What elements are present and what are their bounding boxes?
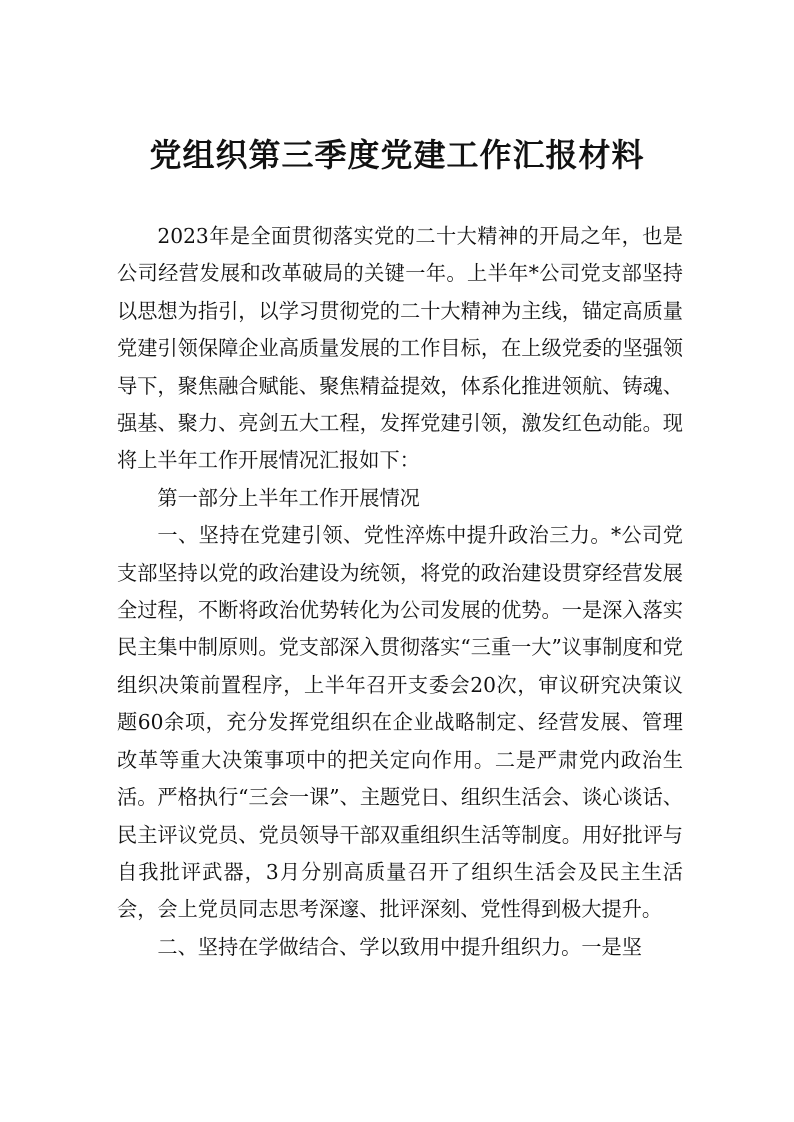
document-body bbox=[117, 218, 683, 966]
section-two-paragraph: 二、坚持在学做结合、学以致用中提升组织力。一是坚 bbox=[157, 934, 642, 959]
intro-paragraph: 2023年是全面贯彻落实党的二十大精神的开局之年，也是公司经营发展和改革破局的关键一年。上半年*公司党支部坚持以思想为指引，以学习贯彻党的二十大精神为主线，锚定高质量党建引领保障企业高质量发展的工作目标，在上级党委的坚强领导下，聚焦融合赋能、聚焦精益提效，体系化推进领航、铸魂、强基、聚力、亮剑五大工程，发挥党建引领，激发红色动能。现将上半年工作开展情况汇报如下： bbox=[117, 224, 683, 473]
document-title: 党组织第三季度党建工作汇报材料 bbox=[149, 136, 645, 174]
section-one-paragraph: 一、坚持在党建引领、党性淬炼中提升政治三力。*公司党支部坚持以党的政治建设为统领，将党的政治建设贯穿经营发展全过程，不断将政治优势转化为公司发展的优势。一是深入落实民主集中制原则。党支部深入贯彻落实“三重一大”议事制度和党组织决策前置程序，上半年召开支委会20次，审议研究决策议题60余项，充分发挥党组织在企业战略制定、经营发展、管理改革等重大决策事项中的把关定向作用。二是严肃党内政治生活。严格执行“三会一课”、主题党日、组织生活会、谈心谈话、民主评议党员、党员领导干部双重组织生活等制度。用好批评与自我批评武器，3月分别高质量召开了组织生活会及民主生活会，会上党员同志思考深邃、批评深刻、党性得到极大提升。 bbox=[117, 523, 683, 922]
section-heading: 第一部分上半年工作开展情况 bbox=[157, 485, 420, 510]
